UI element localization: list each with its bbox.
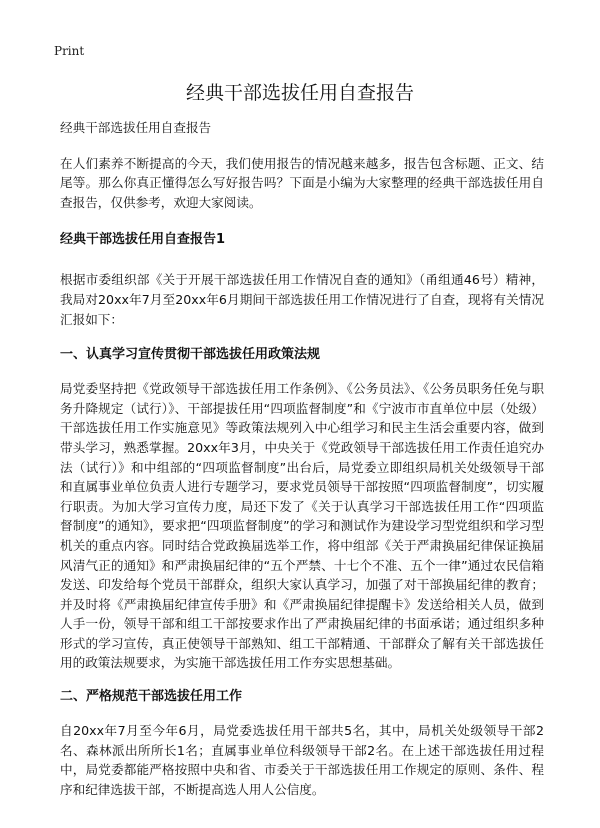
page-title: 经典干部选拔任用自查报告 xyxy=(185,82,414,104)
report-1-title: 经典干部选拔任用自查报告1 xyxy=(60,232,226,248)
section-2-paragraph: 自20xx年7月至今年6月，局党委选拔任用干部共5名，其中，局机关处级领导干部2名、森林派出所所长1名；直属事业单位科级领导干部2名。在上述干部选拔任用过程中，局党委都能严格按照中央和省、市委关于干部选拔任用工作规定的原则、条件、程序和纪律选拔干部，不断提高选人用人公信度。 xyxy=(60,723,544,797)
section-1-paragraph: 局党委坚持把《党政领导干部选拔任用工作条例》、《公务员法》、《公务员职务任免与职务升降规定（试行）》、干部提拔任用“四项监督制度”和《宁波市市直单位中层（处级）干部选拔任用工作实施意见》等政策法规列入中心组学习和民主生活会重要内容，做到带头学习，熟悉掌握。20xx年3月，中央关于《党政领导干部选拔任用工作责任追究办法（试行）》和中组部的“四项监督制度”出台后，局党委立即组织局机关处级领导干部和直属事业单位负责人进行专题学习，要求党员领导干部按照“四项监督制度”，切实履行职责。为加大学习宣传力度，局还下发了《关于认真学习干部选拔任用工作“四项监督制度”的通知》，要求把“四项监督制度”的学习和测试作为建设学习型党组织和学习型机关的重点内容。同时结合党政换届选举工作，将中组部《关于严肃换届纪律保证换届风清气正的通知》和严肃换届纪律的“五个严禁、十七个不准、五个一律”通过农民信箱发送、印发给每个党员干部群众，组织大家认真学习，加强了对干部换届纪律的教育；并及时将《严肃换届纪律宣传手册》和《严肃换届纪律提醒卡》发送给相关人员，做到人手一份，领导干部和组工干部按要求作出了严肃换届纪律的书面承诺；通过组织多种形式的学习宣传，真正使领导干部熟知、组工干部精通、干部群众了解有关干部选拔任用的政策法规要求，为实施干部选拔任用工作夯实思想基础。 xyxy=(60,381,544,671)
print-link[interactable]: Print xyxy=(54,44,85,58)
section-2-heading: 二、严格规范干部选拔任用工作 xyxy=(60,689,243,705)
intro-paragraph: 在人们素养不断提高的今天，我们使用报告的情况越来越多，报告包含标题、正文、结尾等。那么你真正懂得怎么写好报告吗？下面是小编为大家整理的经典干部选拔任用自查报告，仅供参考，欢迎大家阅读。 xyxy=(60,155,544,210)
document-subtitle: 经典干部选拔任用自查报告 xyxy=(60,120,212,135)
document-body xyxy=(60,118,544,799)
report-1-intro-paragraph: 根据市委组织部《关于开展干部选拔任用工作情况自查的通知》（甬组通46号）精神，我局对20xx年7月至20xx年6月期间干部选拔任用工作情况进行了自查，现将有关情况汇报如下： xyxy=(60,272,544,327)
section-1-heading: 一、认真学习宣传贯彻干部选拔任用政策法规 xyxy=(60,347,321,363)
